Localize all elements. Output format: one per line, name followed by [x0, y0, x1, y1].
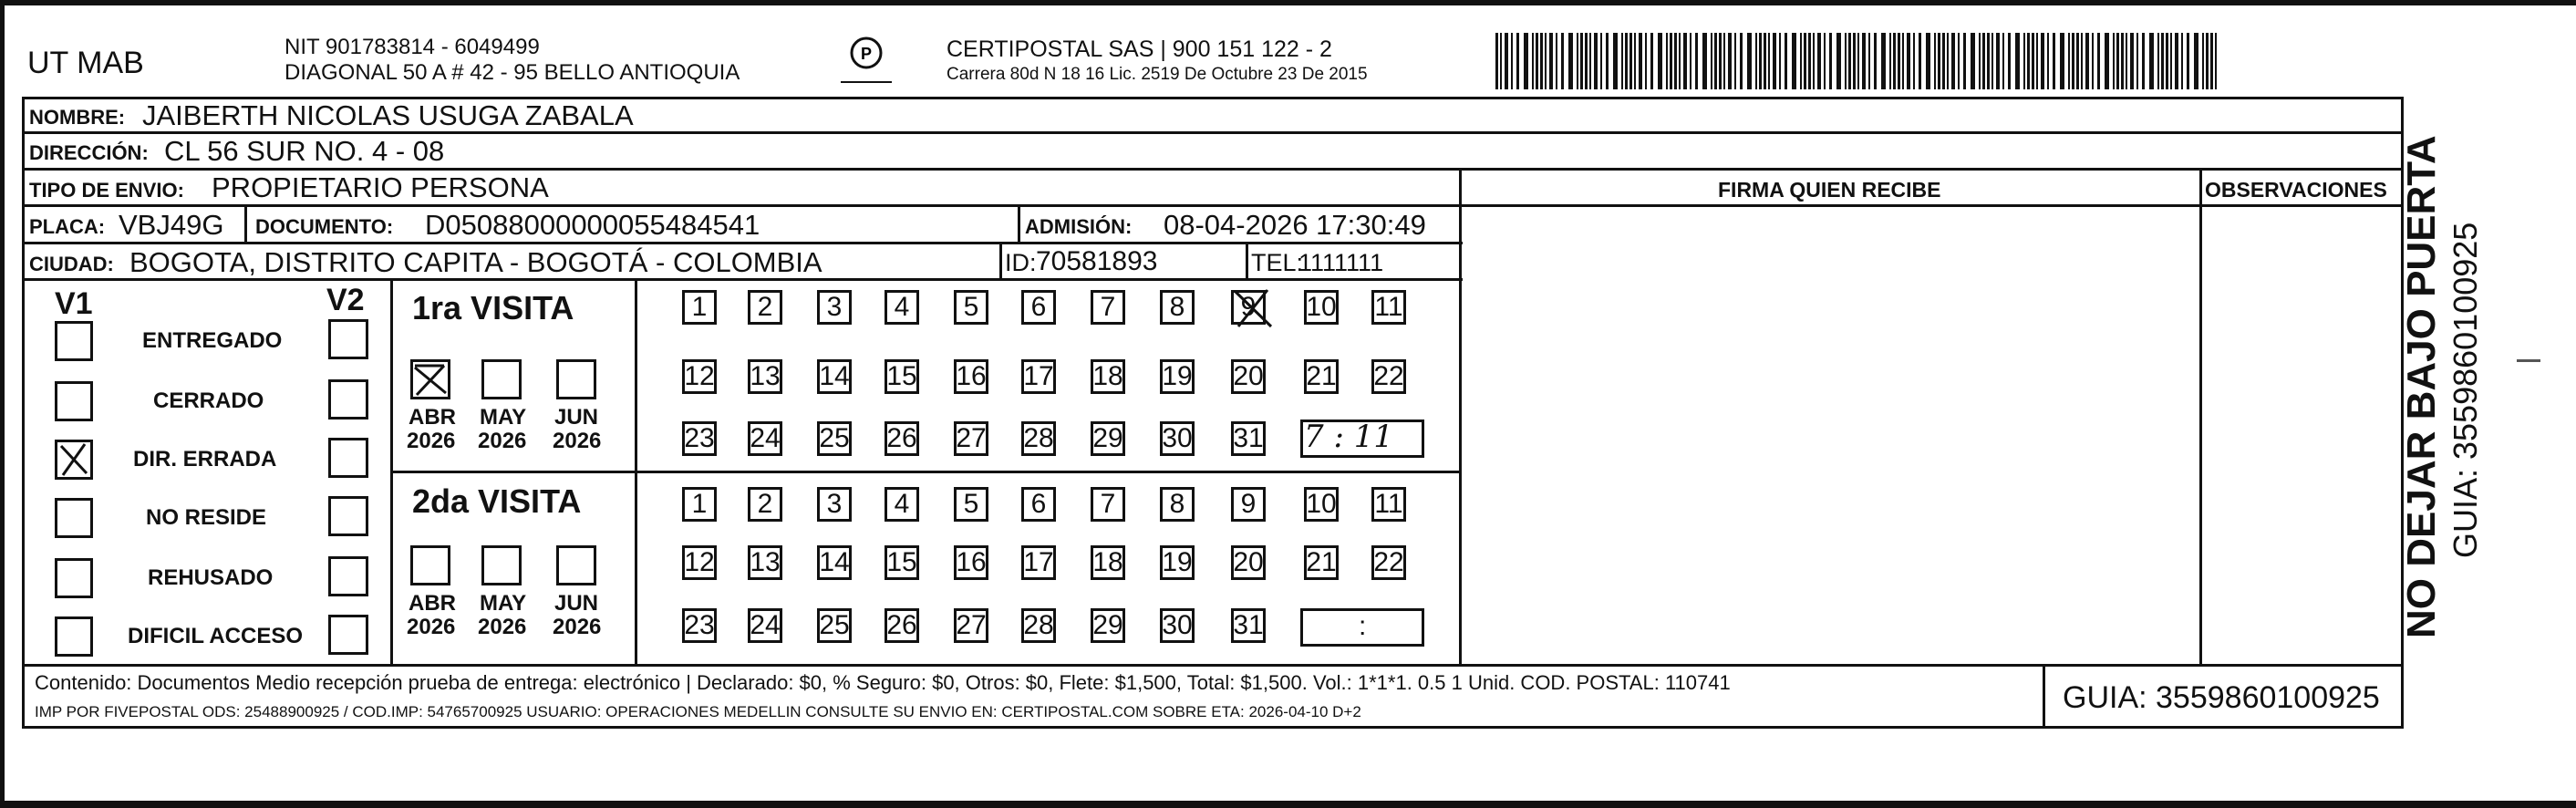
barcode-bar: [1773, 33, 1776, 89]
year-label: 2026: [407, 615, 456, 639]
barcode-bar: [1747, 33, 1752, 89]
day-box[interactable]: 29: [1091, 608, 1125, 643]
day-box[interactable]: 6: [1021, 290, 1056, 325]
day-box[interactable]: 8: [1160, 290, 1195, 325]
day-box[interactable]: 30: [1160, 421, 1195, 456]
day-box[interactable]: 24: [748, 421, 782, 456]
day-box[interactable]: 30: [1160, 608, 1195, 643]
barcode-bar: [2060, 33, 2064, 89]
day-box[interactable]: 19: [1160, 545, 1195, 580]
barcode-bar: [1639, 33, 1642, 89]
day-box[interactable]: 23: [682, 421, 717, 456]
v2-checkbox[interactable]: [328, 379, 368, 420]
v2-checkbox[interactable]: [328, 615, 368, 655]
tel-value: 1111111: [1298, 249, 1384, 276]
day-box[interactable]: 26: [885, 608, 919, 643]
barcode-bar: [2027, 33, 2030, 89]
day-box[interactable]: 9: [1231, 487, 1266, 522]
barcode-bar: [1690, 33, 1691, 89]
barcode-bar: [2032, 33, 2034, 89]
day-box[interactable]: 31: [1231, 421, 1266, 456]
scan-left-edge: [0, 0, 5, 808]
barcode-bar: [1857, 33, 1859, 89]
first-visit-label: 1ra VISITA: [412, 289, 574, 326]
barcode-bar: [1779, 33, 1781, 89]
barcode-bar: [1740, 33, 1743, 89]
barcode-bar: [1613, 33, 1618, 89]
month-label: ABR: [409, 591, 456, 616]
check-x-icon: [413, 362, 448, 397]
day-box[interactable]: 18: [1091, 359, 1125, 394]
day-box[interactable]: 28: [1021, 421, 1056, 456]
certipostal-logo: [830, 35, 903, 89]
barcode-bar: [1532, 33, 1534, 89]
v1-label: V1: [55, 286, 93, 321]
barcode-bar: [1600, 33, 1602, 89]
scan-bottom-edge: [0, 801, 2576, 808]
barcode-bar: [1991, 33, 1993, 89]
month-checkbox[interactable]: [410, 545, 450, 585]
svg-text:P: P: [860, 45, 873, 63]
barcode-bar: [2036, 33, 2038, 89]
day-box[interactable]: 8: [1160, 487, 1195, 522]
barcode-bar: [2116, 33, 2119, 89]
barcode-bar: [1723, 33, 1725, 89]
day-box[interactable]: 14: [817, 545, 852, 580]
barcode-bar: [2076, 33, 2079, 89]
document-label: DOCUMENTO:: [255, 215, 394, 238]
day-box[interactable]: 6: [1021, 487, 1056, 522]
scan-dash: [2517, 359, 2540, 362]
v2-label: V2: [326, 283, 365, 317]
day-box[interactable]: 16: [954, 359, 988, 394]
month-checkbox[interactable]: [481, 545, 522, 585]
day-box[interactable]: 4: [885, 487, 919, 522]
barcode-bar: [1585, 33, 1588, 89]
tel-label: TEL:: [1251, 249, 1304, 276]
barcode-bar: [1755, 33, 1757, 89]
barcode-bar: [1670, 33, 1672, 89]
barcode-bar: [1853, 33, 1856, 89]
day-box[interactable]: 23: [682, 608, 717, 643]
barcode-bar: [1568, 33, 1573, 89]
company-short: UT MAB: [27, 46, 144, 80]
name-value: JAIBERTH NICOLAS USUGA ZABALA: [142, 99, 634, 131]
barcode-bar: [1580, 33, 1583, 89]
barcode-bar: [2047, 33, 2049, 89]
day-box[interactable]: 10: [1304, 487, 1339, 522]
barcode-bar: [1634, 33, 1636, 89]
v2-checkbox[interactable]: [328, 496, 368, 536]
day-box[interactable]: 18: [1091, 545, 1125, 580]
barcode-bar: [1759, 33, 1762, 89]
day-box[interactable]: 1: [682, 290, 717, 325]
carrier-license: Carrera 80d N 18 16 Lic. 2519 De Octubre 23 De 2015: [947, 65, 1368, 84]
day-box[interactable]: 20: [1231, 545, 1266, 580]
v1-checkbox[interactable]: [55, 498, 93, 538]
barcode-bar: [1606, 33, 1609, 89]
address-value: CL 56 SUR NO. 4 - 08: [164, 135, 445, 167]
barcode-bar: [2202, 33, 2204, 89]
barcode-bar: [1919, 33, 1921, 89]
barcode-bar: [1702, 33, 1707, 89]
v2-checkbox[interactable]: [328, 438, 368, 478]
barcode-bar: [2170, 33, 2172, 89]
month-label: JUN: [554, 591, 599, 616]
footer-guia: GUIA: 3559860100925: [2063, 680, 2380, 715]
barcode-bar: [2121, 33, 2124, 89]
barcode-bar: [1556, 33, 1557, 89]
barcode-bar: [1625, 33, 1628, 89]
month-label: ABR: [409, 405, 456, 430]
id-label: ID:: [1005, 249, 1037, 276]
day-box[interactable]: 14: [817, 359, 852, 394]
footer-imp: IMP POR FIVEPOSTAL ODS: 25488900925 / COD.IMP: 54765700925 USUARIO: OPERACIONES MEDELLIN CONSULTE SU ENVIO EN: CERTIPOSTAL.COM SOBRE ETA: 2026-04-10 D+2: [35, 703, 1361, 720]
barcode-bar: [2206, 33, 2209, 89]
scan-top-edge: [0, 0, 2576, 5]
id-value: 70581893: [1036, 246, 1158, 276]
company-address: DIAGONAL 50 A # 42 - 95 BELLO ANTIOQUIA: [284, 60, 740, 85]
barcode-bar: [1792, 33, 1796, 89]
admission-label: ADMISIÓN:: [1025, 215, 1133, 238]
barcode-bar: [1938, 33, 1940, 89]
barcode-bar: [2130, 33, 2134, 89]
barcode-bar: [2008, 33, 2011, 89]
day-box[interactable]: 26: [885, 421, 919, 456]
barcode-bar: [1813, 33, 1815, 89]
month-checkbox[interactable]: [556, 359, 596, 399]
barcode: [1495, 33, 2225, 89]
status-option-label: NO RESIDE: [146, 505, 267, 530]
day-box[interactable]: 5: [954, 487, 988, 522]
barcode-bar: [1516, 33, 1519, 89]
barcode-bar: [1679, 33, 1681, 89]
month-checkbox[interactable]: [481, 359, 522, 399]
type-label: TIPO DE ENVIO:: [29, 179, 184, 202]
footer-contents: Contenido: Documentos Medio recepción prueba de entrega: electrónico | Declarado: $0, % Seguro: $0, Otros: $0, Flete: $1,500, Total: $1,500. Vol.: 1*1*1. 0.5 1 Unid. COD. POSTAL: 110741: [35, 671, 1731, 694]
day-box[interactable]: 4: [885, 290, 919, 325]
barcode-bar: [1898, 33, 1900, 89]
day-box[interactable]: 19: [1160, 359, 1195, 394]
day-box[interactable]: 21: [1304, 359, 1339, 394]
barcode-bar: [2187, 33, 2189, 89]
admission-value: 08-04-2026 17:30:49: [1164, 209, 1426, 241]
v2-checkbox[interactable]: [328, 319, 368, 359]
day-box[interactable]: 13: [748, 359, 782, 394]
day-box[interactable]: 21: [1304, 545, 1339, 580]
barcode-bar: [1804, 33, 1806, 89]
document-value: D05088000000055484541: [425, 209, 760, 241]
barcode-bar: [2113, 33, 2115, 89]
v1-checkbox[interactable]: [55, 558, 93, 598]
plate-label: PLACA:: [29, 215, 106, 238]
barcode-bar: [1808, 33, 1811, 89]
barcode-bar: [2023, 33, 2025, 89]
day-box[interactable]: 25: [817, 421, 852, 456]
barcode-bar: [1902, 33, 1904, 89]
type-value: PROPIETARIO PERSONA: [212, 171, 549, 203]
v1-checkbox[interactable]: [55, 321, 93, 361]
status-option-label: DIFICIL ACCESO: [128, 624, 304, 648]
barcode-bar: [1719, 33, 1722, 89]
day-box[interactable]: 2: [748, 487, 782, 522]
barcode-bar: [1589, 33, 1591, 89]
status-option-label: DIR. ERRADA: [133, 447, 277, 471]
barcode-bar: [1695, 33, 1698, 89]
barcode-bar: [1764, 33, 1766, 89]
month-label: MAY: [480, 405, 527, 430]
barcode-bar: [1561, 33, 1564, 89]
day-box[interactable]: 20: [1231, 359, 1266, 394]
obs-label: OBSERVACIONES: [2205, 178, 2387, 202]
barcode-bar: [1829, 33, 1832, 89]
month-label: MAY: [480, 591, 527, 616]
day-box[interactable]: 22: [1371, 545, 1406, 580]
barcode-bar: [2068, 33, 2070, 89]
day-box[interactable]: 22: [1371, 359, 1406, 394]
month-label: JUN: [554, 405, 599, 430]
barcode-bar: [1947, 33, 1949, 89]
barcode-bar: [2157, 33, 2159, 89]
day-box[interactable]: 11: [1371, 290, 1406, 325]
year-label: 2026: [553, 615, 602, 639]
barcode-bar: [2085, 33, 2089, 89]
plate-value: VBJ49G: [119, 209, 224, 241]
address-label: DIRECCIÓN:: [29, 141, 149, 164]
day9-handwritten-mark: [1231, 285, 1277, 330]
barcode-bar: [2053, 33, 2055, 89]
barcode-bar: [1942, 33, 1945, 89]
status-option-label: REHUSADO: [148, 565, 274, 590]
barcode-bar: [1800, 33, 1802, 89]
barcode-bar: [1495, 33, 1498, 89]
barcode-bar: [1621, 33, 1623, 89]
barcode-bar: [1934, 33, 1936, 89]
barcode-bar: [1881, 33, 1886, 89]
barcode-bar: [1728, 33, 1732, 89]
barcode-bar: [1511, 33, 1513, 89]
barcode-bar: [2072, 33, 2074, 89]
barcode-bar: [1979, 33, 1981, 89]
day-box[interactable]: 10: [1304, 290, 1339, 325]
barcode-bar: [1845, 33, 1847, 89]
barcode-bar: [1594, 33, 1598, 89]
barcode-bar: [1874, 33, 1877, 89]
status-option-label: CERRADO: [153, 388, 264, 413]
barcode-bar: [1996, 33, 2000, 89]
day-box[interactable]: 13: [748, 545, 782, 580]
year-label: 2026: [478, 429, 527, 453]
day-box[interactable]: 24: [748, 608, 782, 643]
barcode-bar: [2149, 33, 2154, 89]
day-box[interactable]: 1: [682, 487, 717, 522]
city-label: CIUDAD:: [29, 253, 114, 275]
barcode-bar: [2126, 33, 2127, 89]
day-box[interactable]: 7: [1091, 487, 1125, 522]
barcode-bar: [2166, 33, 2168, 89]
barcode-bar: [2161, 33, 2164, 89]
barcode-bar: [1817, 33, 1821, 89]
barcode-bar: [1893, 33, 1896, 89]
barcode-bar: [1549, 33, 1553, 89]
barcode-bar: [2142, 33, 2145, 89]
name-label: NOMBRE:: [29, 106, 126, 129]
barcode-bar: [2002, 33, 2004, 89]
barcode-bar: [1714, 33, 1717, 89]
day-box[interactable]: 31: [1231, 608, 1266, 643]
barcode-bar: [1524, 33, 1528, 89]
barcode-bar: [1963, 33, 1966, 89]
day-box[interactable]: 3: [817, 290, 852, 325]
day-box[interactable]: 17: [1021, 545, 1056, 580]
day-box[interactable]: 9: [1231, 290, 1266, 325]
v1-checkbox[interactable]: [55, 381, 93, 421]
v1-checkbox[interactable]: [55, 616, 93, 657]
day-box[interactable]: 5: [954, 290, 988, 325]
day-box[interactable]: 28: [1021, 608, 1056, 643]
no-dejar-label: NO DEJAR BAJO PUERTA: [2399, 135, 2444, 638]
barcode-bar: [2097, 33, 2100, 89]
barcode-bar: [1987, 33, 1990, 89]
barcode-bar: [2092, 33, 2094, 89]
barcode-bar: [1913, 33, 1915, 89]
barcode-bar: [1862, 33, 1866, 89]
barcode-bar: [1768, 33, 1770, 89]
barcode-bar: [1577, 33, 1578, 89]
day-box[interactable]: 12: [682, 545, 717, 580]
day-box[interactable]: 17: [1021, 359, 1056, 394]
barcode-bar: [2210, 33, 2213, 89]
barcode-bar: [1683, 33, 1687, 89]
year-label: 2026: [478, 615, 527, 639]
check-x-icon: [57, 442, 90, 477]
barcode-bar: [1971, 33, 1975, 89]
barcode-bar: [1500, 33, 1502, 89]
barcode-bar: [1540, 33, 1543, 89]
day-box[interactable]: 27: [954, 608, 988, 643]
day-box[interactable]: 3: [817, 487, 852, 522]
barcode-bar: [1674, 33, 1677, 89]
month-checkbox[interactable]: [410, 359, 450, 399]
barcode-bar: [2105, 33, 2109, 89]
barcode-bar: [1868, 33, 1870, 89]
barcode-bar: [1505, 33, 1508, 89]
second-visit-time: :: [1359, 611, 1367, 641]
day-box[interactable]: 7: [1091, 290, 1125, 325]
day-box[interactable]: 11: [1371, 487, 1406, 522]
year-label: 2026: [553, 429, 602, 453]
second-visit-label: 2da VISITA: [412, 482, 582, 520]
barcode-bar: [1982, 33, 1985, 89]
barcode-bar: [2136, 33, 2138, 89]
barcode-bar: [1785, 33, 1787, 89]
first-visit-time: 7 : 11: [1304, 419, 1393, 455]
barcode-bar: [2081, 33, 2083, 89]
day-box[interactable]: 12: [682, 359, 717, 394]
barcode-bar: [2194, 33, 2198, 89]
day-box[interactable]: 29: [1091, 421, 1125, 456]
barcode-bar: [2215, 33, 2217, 89]
side-guia: GUIA: 3559860100925: [2447, 222, 2484, 558]
barcode-bar: [1848, 33, 1851, 89]
barcode-bar: [1907, 33, 1910, 89]
barcode-bar: [1889, 33, 1891, 89]
barcode-bar: [1536, 33, 1538, 89]
city-value: BOGOTA, DISTRITO CAPITA - BOGOTÁ - COLOMBIA: [129, 246, 822, 278]
day-box[interactable]: 16: [954, 545, 988, 580]
day-box[interactable]: 25: [817, 608, 852, 643]
barcode-bar: [1711, 33, 1712, 89]
barcode-bar: [1951, 33, 1955, 89]
day-box[interactable]: 27: [954, 421, 988, 456]
barcode-bar: [1650, 33, 1653, 89]
status-option-label: ENTREGADO: [142, 328, 283, 353]
barcode-bar: [1958, 33, 1960, 89]
barcode-bar: [1666, 33, 1668, 89]
day-box[interactable]: 2: [748, 290, 782, 325]
carrier-name: CERTIPOSTAL SAS | 900 151 122 - 2: [947, 36, 1332, 62]
barcode-bar: [1824, 33, 1826, 89]
barcode-bar: [1629, 33, 1632, 89]
v1-checkbox[interactable]: [55, 440, 93, 480]
barcode-bar: [1836, 33, 1841, 89]
year-label: 2026: [407, 429, 456, 453]
barcode-bar: [2015, 33, 2020, 89]
barcode-bar: [1734, 33, 1736, 89]
day-box[interactable]: 15: [885, 359, 919, 394]
v2-checkbox[interactable]: [328, 556, 368, 596]
day-box[interactable]: 15: [885, 545, 919, 580]
barcode-bar: [1645, 33, 1647, 89]
firma-label: FIRMA QUIEN RECIBE: [1718, 178, 1941, 202]
barcode-bar: [1926, 33, 1930, 89]
barcode-bar: [1545, 33, 1547, 89]
barcode-bar: [2041, 33, 2044, 89]
barcode-bar: [1658, 33, 1662, 89]
month-checkbox[interactable]: [556, 545, 596, 585]
barcode-bar: [2181, 33, 2183, 89]
company-nit: NIT 901783814 - 6049499: [284, 35, 540, 59]
barcode-bar: [2175, 33, 2178, 89]
